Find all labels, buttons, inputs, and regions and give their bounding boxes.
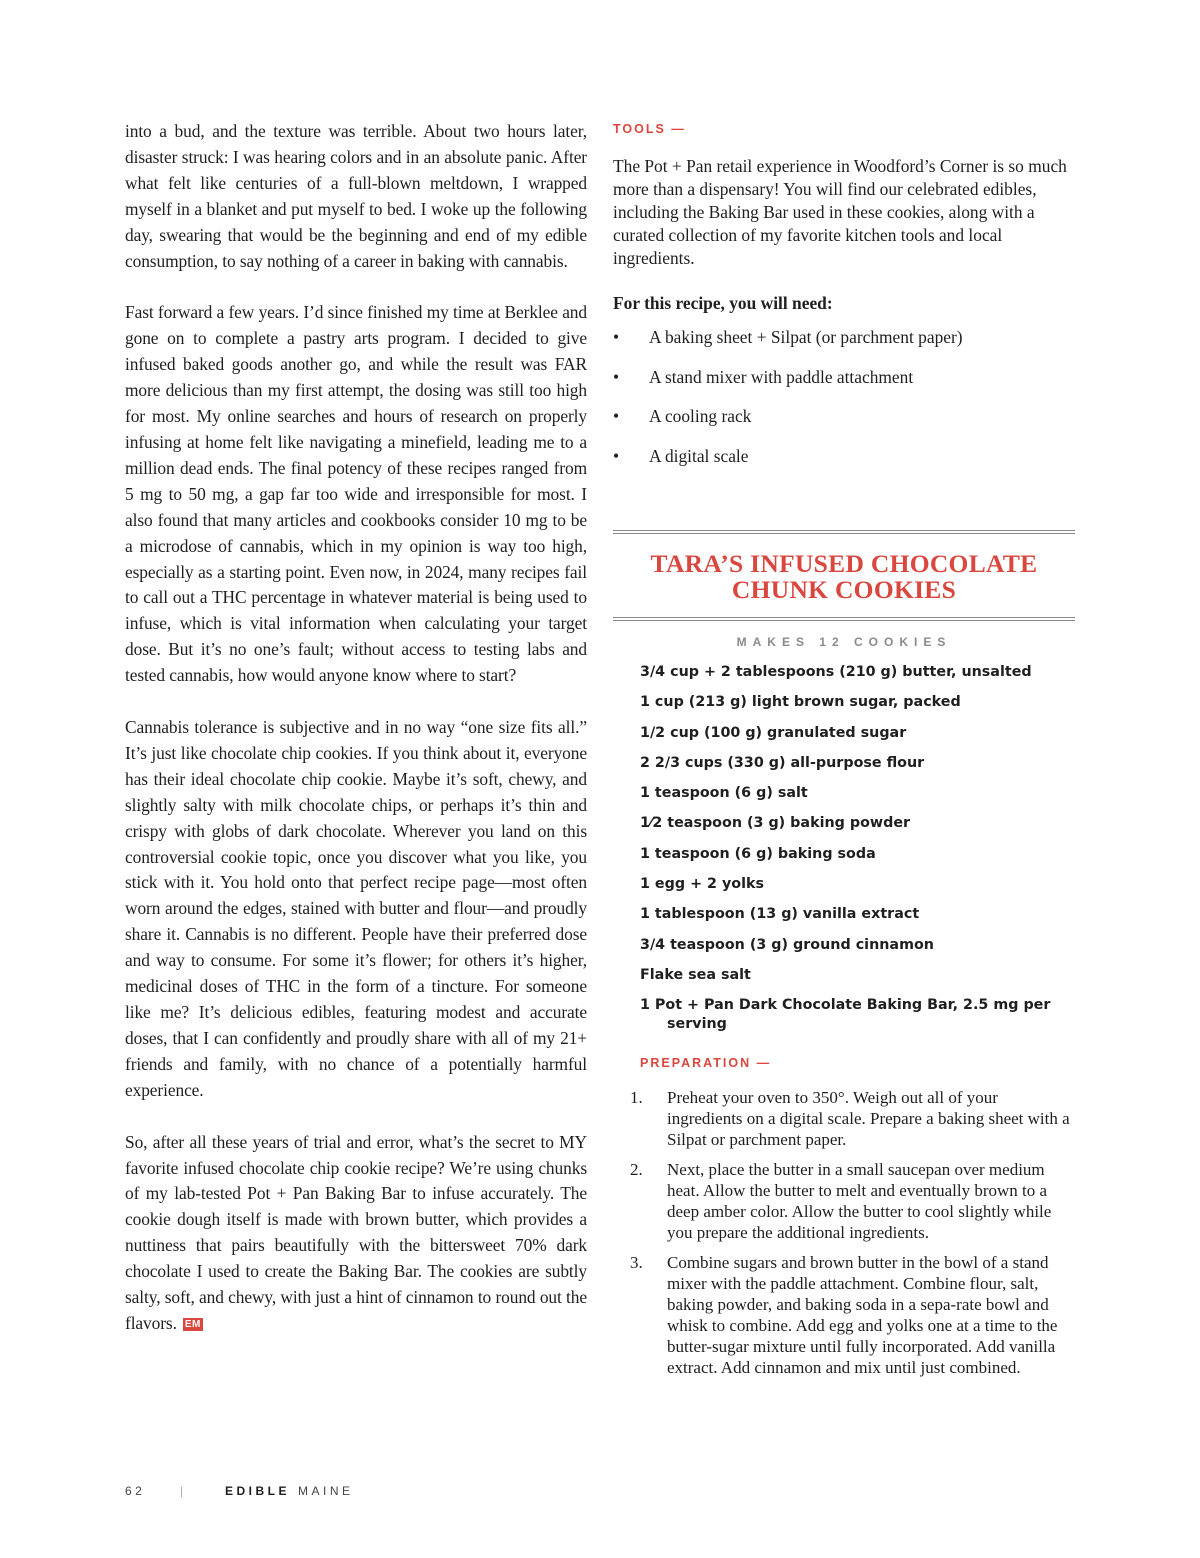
bullet-icon: • (613, 446, 620, 467)
footer-separator: | (180, 1484, 187, 1498)
ingredient-item: 2 2/3 cups (330 g) all-purpose flour (640, 754, 925, 771)
paragraph-4-text: So, after all these years of trial and error, what’s the secret to MY favorite infused chocolate chip cookie recipe? We’re using chunks of my lab-tested Pot + Pan Baking Bar to infuse accurately. The cookie dough itself is made with brown butter, which provides a nuttiness that pairs beautifully with the bittersweet 70% dark chocolate I used to create the Baking Bar. The cookies are subtly salty, soft, and chewy, with just a hint of cinnamon to round out the flavors. (125, 1131, 587, 1333)
ingredient-item: 1 egg + 2 yolks (640, 876, 765, 893)
ingredient-list (640, 663, 1070, 1046)
ingredient-item: 1/2 cup (100 g) granulated sugar (640, 724, 907, 741)
step-item: 2. Next, place the butter in a small saucepan over medium heat. Allow the butter to melt and eventually brown to a deep amber color. Allow the butter to cool slightly while you prepare the additional ingredients. (630, 1160, 1052, 1242)
ingredient-item: 3/4 teaspoon (3 g) ground cinnamon (640, 936, 934, 953)
ingredient-item: Flake sea salt (640, 966, 751, 983)
list-item: • A stand mixer with paddle attachment (613, 366, 914, 387)
ingredient-item: 1 tablespoon (13 g) vanilla extract (640, 906, 920, 923)
bullet-icon: • (613, 406, 620, 427)
step-item: 3. Combine sugars and brown butter in the bowl of a stand mixer with the paddle attachment. Combine flour, salt, baking powder, and baking soda in a sepa-rate bowl and whisk to combine. Add egg and yolks one at a time to the butter-sugar mixture until fully incorporated. Add vanilla extract. Add cinnamon and mix until just combined. (630, 1253, 1058, 1377)
tools-section (613, 122, 1075, 485)
recipe-yield: MAKES 12 COOKIES (736, 635, 952, 649)
list-item: • A cooling rack (613, 406, 752, 427)
ingredient-item: 1 Pot + Pan Dark Chocolate Baking Bar, 2.5 mg per serving (640, 997, 1051, 1033)
page-footer (125, 1484, 354, 1498)
tools-heading: TOOLS — (613, 122, 686, 136)
bullet-icon: • (613, 327, 620, 347)
paragraph-2: Fast forward a few years. I’d since finished my time at Berklee and gone on to complete a pastry arts program. I decided to give infused baked goods another go, and while the result was FAR more delicious than my first attempt, the dosing was still too high for most. My online searches and hours of research on properly infusing at home felt like navigating a minefield, leading me to a million dead ends. The final potency of these recipes ranged from 5 mg to 50 mg, a gap far too wide and irresponsible for most. I also found that many articles and cookbooks consider 10 mg to be a microdose of cannabis, which in my opinion is way too high, especially as a starting point. Even now, in 2024, many recipes fail to call out a THC percentage in whatever material is being used to infuse, which is vital information when calculating your target dose. But it’s no one’s fault; without access to testing labs and tested cannabis, how would anyone know where to start? (125, 302, 587, 686)
article-body-left (125, 119, 587, 1363)
tools-intro: The Pot + Pan retail experience in Woodford’s Corner is so much more than a dispensary! You will find our celebrated edibles, including the Baking Bar used in these cookies, along with a curated collection of my favorite kitchen tools and local ingredients. (613, 156, 1067, 268)
recipe-title-line-1: TARA’S INFUSED CHOCOLATE (650, 549, 1038, 578)
step-item: 1. Preheat your oven to 350°. Weigh out all of your ingredients on a digital scale. Prepare a baking sheet with a Silpat or parchment paper. (630, 1088, 1070, 1149)
step-number: 1. (630, 1088, 643, 1107)
edible-maine-end-mark-icon: EM (184, 1318, 201, 1330)
ingredient-item: 1⁄2 teaspoon (3 g) baking powder (640, 815, 911, 832)
list-item: • A baking sheet + Silpat (or parchment paper) (613, 327, 963, 347)
paragraph-4 (125, 1130, 587, 1337)
need-heading: For this recipe, you will need: (613, 293, 833, 313)
page-number: 62 (125, 1484, 146, 1498)
step-number: 3. (630, 1253, 643, 1272)
step-number: 2. (630, 1160, 643, 1179)
bullet-icon: • (613, 366, 620, 387)
title-rule-bottom (613, 617, 1075, 621)
preparation-steps (630, 1087, 1070, 1387)
tool-list (613, 326, 1075, 467)
paragraph-1: into a bud, and the texture was terrible. About two hours later, disaster struck: I was hearing colors and in an absolute panic. After what felt like centuries of a full-blown meltdown, I wrapped myself in a blanket and put myself to bed. I woke up the following day, swearing that would be the beginning and end of my edible consumption, to say nothing of a career in baking with cannabis. (125, 121, 587, 271)
recipe-title (613, 551, 1075, 603)
preparation-heading: PREPARATION — (640, 1056, 772, 1070)
ingredient-item: 1 cup (213 g) light brown sugar, packed (640, 694, 961, 711)
title-rule-top (613, 530, 1075, 534)
publication-name-light: MAINE (298, 1484, 354, 1498)
list-item: • A digital scale (613, 446, 749, 467)
publication-name-bold: EDIBLE (225, 1484, 291, 1498)
ingredient-item: 3/4 cup + 2 tablespoons (210 g) butter, unsalted (640, 664, 1032, 680)
recipe-title-line-2: CHUNK COOKIES (731, 575, 957, 604)
paragraph-3: Cannabis tolerance is subjective and in no way “one size fits all.” It’s just like chocolate chip cookies. If you think about it, everyone has their ideal chocolate chip cookie. Maybe it’s soft, chewy, and slightly salty with milk chocolate chips, or perhaps it’s thin and crispy with globs of dark chocolate. Wherever you land on this controversial cookie topic, once you discover what you like, you stick with it. You hold onto that perfect recipe page—most often worn around the edges, stained with butter and flour—and proudly share it. Cannabis is no different. People have their preferred dose and way to consume. For some it’s flower; for others it’s higher, medicinal doses of THC in the form of a tincture. For someone like me? It’s delicious edibles, featuring modest and accurate doses, that I can confidently and proudly share with all of my 21+ friends and family, with no chance of a potentially harmful experience. (125, 717, 587, 1100)
ingredient-item: 1 teaspoon (6 g) baking soda (640, 845, 876, 862)
ingredient-item: 1 teaspoon (6 g) salt (640, 785, 808, 802)
